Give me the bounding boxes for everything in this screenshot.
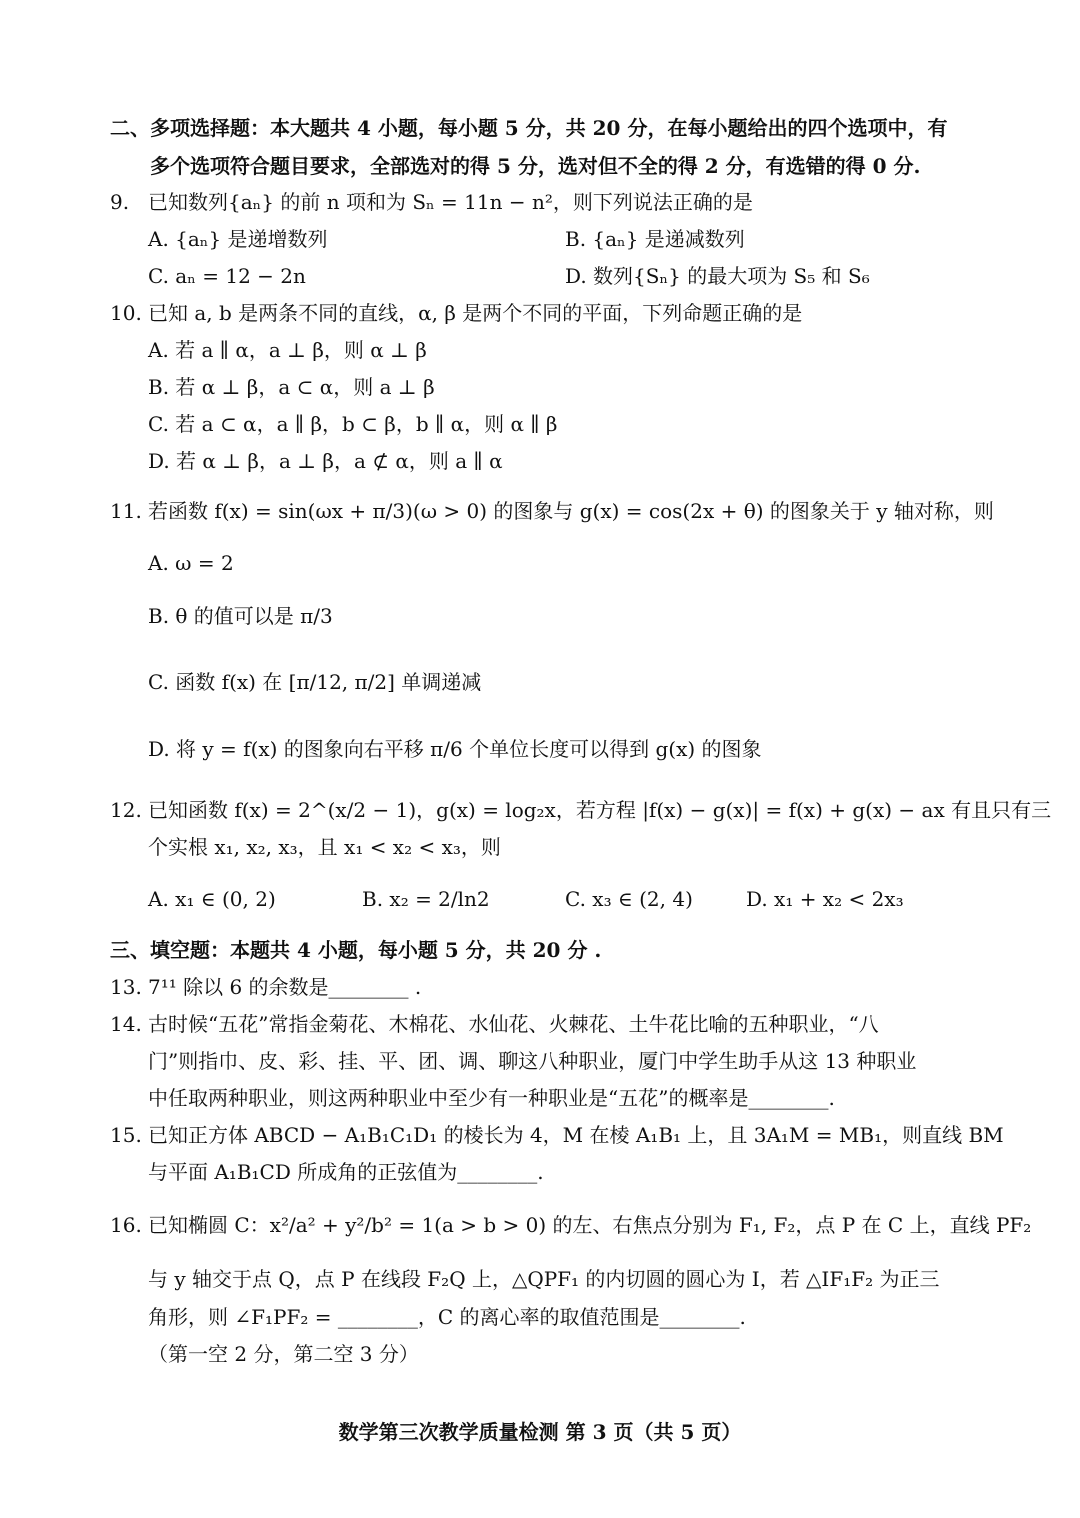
q13-stem: 7¹¹ 除以 6 的余数是________ .	[148, 975, 422, 999]
q16-number: 16.	[110, 1213, 142, 1237]
q16-line2: 与 y 轴交于点 Q，点 P 在线段 F₂Q 上，△QPF₁ 的内切圆的圆心为 I，若 △IF₁F₂ 为正三	[148, 1267, 940, 1291]
q9-option-a: A. {aₙ} 是递增数列	[148, 227, 328, 251]
section2-title: 二、多项选择题：本大题共 4 小题，每小题 5 分，共 20 分，在每小题给出的四个选项中，有	[110, 116, 948, 140]
q12-option-d: D. x₁ + x₂ < 2x₃	[746, 887, 904, 911]
q16-line3: 角形，则 ∠F₁PF₂ = ________，C 的离心率的取值范围是________.	[148, 1305, 746, 1329]
page-footer: 数学第三次教学质量检测 第 3 页（共 5 页）	[338, 1420, 742, 1444]
q11-stem: 若函数 f(x) = sin(ωx + π/3)(ω > 0) 的图象与 g(x) = cos(2x + θ) 的图象关于 y 轴对称，则	[148, 499, 994, 523]
q13-number: 13.	[110, 975, 142, 999]
q9-option-c: C. aₙ = 12 − 2n	[148, 264, 306, 288]
section3-title: 三、填空题：本题共 4 小题，每小题 5 分，共 20 分 .	[110, 938, 602, 962]
q12-option-c: C. x₃ ∈ (2, 4)	[565, 887, 693, 911]
q12-stem-cont: 个实根 x₁, x₂, x₃，且 x₁ < x₂ < x₃，则	[148, 835, 501, 859]
q10-number: 10.	[110, 301, 142, 325]
q11-option-a: A. ω = 2	[148, 551, 234, 575]
q10-option-d: D. 若 α ⊥ β，a ⊥ β，a ⊄ α，则 a ∥ α	[148, 449, 503, 473]
section2-title-cont: 多个选项符合题目要求，全部选对的得 5 分，选对但不全的得 2 分，有选错的得 0 分.	[150, 154, 921, 178]
q11-option-b: B. θ 的值可以是 π/3	[148, 604, 333, 628]
q12-option-b: B. x₂ = 2/ln2	[362, 887, 490, 911]
q9-option-b: B. {aₙ} 是递减数列	[565, 227, 745, 251]
q15-number: 15.	[110, 1123, 142, 1147]
q10-option-b: B. 若 α ⊥ β，a ⊂ α，则 a ⊥ β	[148, 375, 435, 399]
q15-line2: 与平面 A₁B₁CD 所成角的正弦值为________.	[148, 1160, 544, 1184]
q14-line2: 门”则指巾、皮、彩、挂、平、团、调、聊这八种职业，厦门中学生助手从这 13 种职业	[148, 1049, 917, 1073]
q16-scoring-note: （第一空 2 分，第二空 3 分）	[148, 1342, 419, 1366]
q14-line3: 中任取两种职业，则这两种职业中至少有一种职业是“五花”的概率是________.	[148, 1086, 835, 1110]
q14-number: 14.	[110, 1012, 142, 1036]
q10-stem: 已知 a, b 是两条不同的直线，α, β 是两个不同的平面，下列命题正确的是	[148, 301, 803, 325]
q11-option-d: D. 将 y = f(x) 的图象向右平移 π/6 个单位长度可以得到 g(x) 的图象	[148, 737, 762, 761]
q9-number: 9.	[110, 190, 130, 214]
q11-option-c: C. 函数 f(x) 在 [π/12, π/2] 单调递减	[148, 670, 482, 694]
q10-option-c: C. 若 a ⊂ α，a ∥ β，b ⊂ β，b ∥ α，则 α ∥ β	[148, 412, 558, 436]
q9-stem: 已知数列{aₙ} 的前 n 项和为 Sₙ = 11n − n²，则下列说法正确的是	[148, 190, 753, 214]
q10-option-a: A. 若 a ∥ α，a ⊥ β，则 α ⊥ β	[148, 338, 427, 362]
q14-line1: 古时候“五花”常指金菊花、木棉花、水仙花、火棘花、土牛花比喻的五种职业，“八	[148, 1012, 879, 1036]
q15-line1: 已知正方体 ABCD − A₁B₁C₁D₁ 的棱长为 4，M 在棱 A₁B₁ 上，且 3A₁M = MB₁，则直线 BM	[148, 1123, 1004, 1147]
q9-option-d: D. 数列{Sₙ} 的最大项为 S₅ 和 S₆	[565, 264, 870, 288]
q16-line1: 已知椭圆 C：x²/a² + y²/b² = 1(a > b > 0) 的左、右焦点分别为 F₁, F₂，点 P 在 C 上，直线 PF₂	[148, 1213, 1032, 1237]
q12-option-a: A. x₁ ∈ (0, 2)	[148, 887, 276, 911]
q12-stem: 已知函数 f(x) = 2^(x/2 − 1)，g(x) = log₂x，若方程 |f(x) − g(x)| = f(x) + g(x) − ax 有且只有三	[148, 798, 1052, 822]
q12-number: 12.	[110, 798, 142, 822]
q11-number: 11.	[110, 499, 142, 523]
